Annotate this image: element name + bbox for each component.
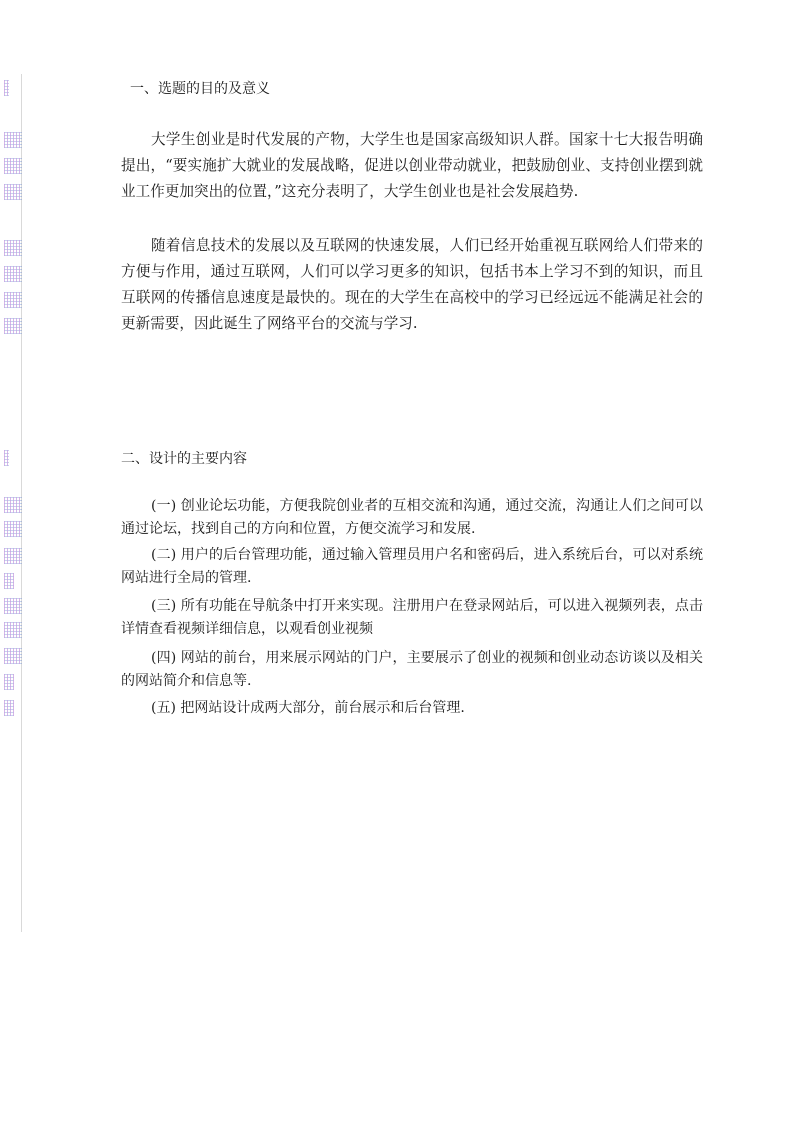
margin-annotation-mark <box>4 622 22 638</box>
margin-annotation-mark <box>4 674 14 690</box>
content-list-item: (四) 网站的前台，用来展示网站的门户，主要展示了创业的视频和创业动态访谈以及相关的网站简介和信息等. <box>121 650 703 689</box>
section-heading-purpose: 一、选题的目的及意义 <box>130 81 270 97</box>
margin-annotation-mark <box>4 132 22 148</box>
margin-annotation-mark <box>4 80 9 96</box>
margin-annotation-mark <box>4 184 22 200</box>
margin-annotation-mark <box>4 548 22 564</box>
margin-annotation-mark <box>4 450 9 466</box>
content-list-item: (五) 把网站设计成两大部分，前台展示和后台管理. <box>151 700 465 716</box>
margin-annotation-mark <box>4 598 22 614</box>
margin-annotation-mark <box>4 318 22 334</box>
section-heading-content: 二、设计的主要内容 <box>121 451 247 467</box>
margin-annotation-mark <box>4 497 22 513</box>
body-paragraph: 随着信息技术的发展以及互联网的快速发展，人们已经开始重视互联网给人们带来的方便与作用，通过互联网，人们可以学习更多的知识，包括书本上学习不到的知识，而且互联网的传播信息速度是最快的。现在的大学生在高校中的学习已经远远不能满足社会的更新需要，因此诞生了网络平台的交流与学习. <box>121 237 703 332</box>
content-list-item: (一) 创业论坛功能，方便我院创业者的互相交流和沟通，通过交流，沟通让人们之间可以通过论坛，找到自己的方向和位置，方便交流学习和发展. <box>121 498 703 537</box>
body-paragraph: 大学生创业是时代发展的产物，大学生也是国家高级知识人群。国家十七大报告明确提出，“要实施扩大就业的发展战略，促进以创业带动就业，把鼓励创业、支持创业摆到就业工作更加突出的位置，”这充分表明了，大学生创业也是社会发展趋势. <box>121 131 703 200</box>
content-list-item: (二) 用户的后台管理功能，通过输入管理员用户名和密码后，进入系统后台，可以对系统网站进行全局的管理. <box>121 547 703 586</box>
margin-annotation-mark <box>4 266 22 282</box>
margin-annotation-mark <box>4 573 14 589</box>
margin-annotation-mark <box>4 292 22 308</box>
margin-annotation-mark <box>4 700 14 716</box>
content-list-item: (三) 所有功能在导航条中打开来实现。注册用户在登录网站后，可以进入视频列表，点击详情查看视频详细信息，以观看创业视频 <box>121 598 703 637</box>
margin-annotation-mark <box>4 158 22 174</box>
margin-annotation-mark <box>4 648 22 664</box>
margin-annotation-mark <box>4 521 22 537</box>
margin-annotation-mark <box>4 240 22 256</box>
